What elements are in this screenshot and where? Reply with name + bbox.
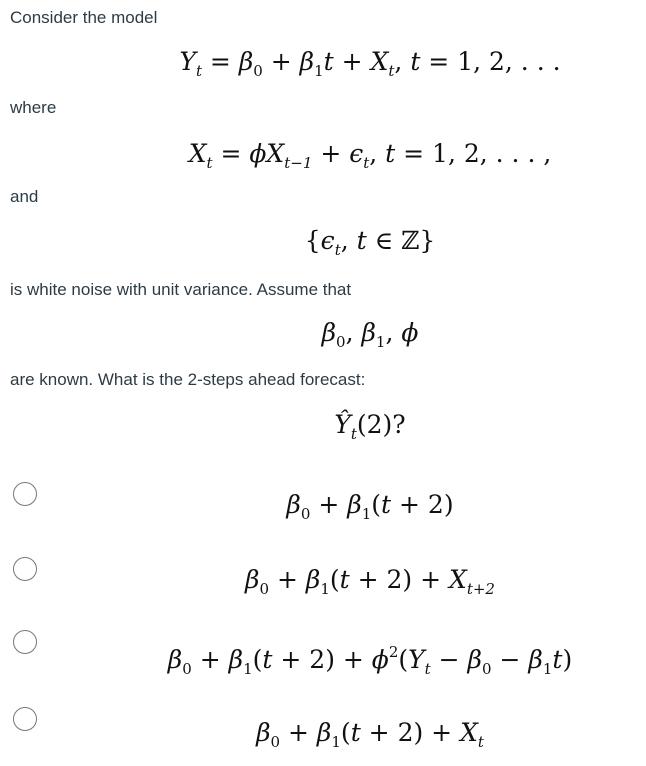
math-token: , — [345, 318, 362, 347]
math-token: Ŷ — [334, 410, 351, 439]
white-noise-text: is white noise with unit variance. Assume that — [10, 280, 352, 299]
math-token: t — [385, 139, 396, 168]
math-token: ϕ — [401, 318, 419, 347]
math-token: 2 — [388, 643, 399, 661]
math-token: β — [305, 565, 321, 594]
math-token: X — [460, 718, 478, 747]
math-token: t−1 — [284, 154, 313, 172]
math-token: β — [299, 47, 315, 76]
math-token: + 2) + — [349, 565, 450, 594]
math-token: β — [361, 318, 376, 347]
math-token: + 2) — [391, 490, 454, 519]
math-token: β — [228, 645, 244, 674]
math-token: X — [188, 139, 207, 168]
ar-equation — [0, 139, 646, 172]
math-token: ( — [398, 645, 409, 674]
math-token: ϵ — [320, 226, 335, 255]
math-token: X — [370, 47, 389, 76]
math-token: 1 — [314, 62, 324, 80]
math-token: β — [238, 47, 254, 76]
option-1-label[interactable] — [0, 490, 646, 523]
math-token: Y — [408, 645, 425, 674]
model-equation — [0, 47, 646, 80]
math-token: + — [310, 490, 348, 519]
math-token: t — [339, 565, 350, 594]
math-token: β — [245, 565, 260, 594]
and-text: and — [10, 187, 39, 206]
math-token: + — [333, 47, 371, 76]
math-token: 0 — [482, 660, 492, 678]
math-token: 0 — [300, 505, 311, 523]
math-token: t — [323, 47, 334, 76]
math-token: + — [269, 565, 306, 594]
math-token: 1 — [375, 333, 386, 351]
option-2-label[interactable] — [0, 565, 646, 598]
math-token: 0 — [336, 333, 346, 351]
math-token: t — [388, 62, 395, 80]
math-token: t — [410, 47, 421, 76]
where-text: where — [10, 98, 57, 117]
math-token: ( — [371, 490, 382, 519]
math-token: t — [195, 62, 202, 80]
intro-text: Consider the model — [10, 8, 158, 27]
math-token: ( — [252, 645, 263, 674]
math-token: = — [201, 47, 239, 76]
math-token: 1 — [542, 660, 553, 678]
math-token: 0 — [253, 62, 263, 80]
math-token: t — [552, 645, 563, 674]
math-token: β — [467, 645, 482, 674]
math-token: − — [430, 645, 468, 674]
math-token: 1 — [361, 505, 372, 523]
math-token: ∈ ℤ} — [366, 226, 436, 255]
math-token: ) — [562, 645, 573, 674]
math-token: + 2) + — [360, 718, 461, 747]
math-token: β — [167, 645, 183, 674]
math-token: , — [340, 226, 357, 255]
math-token: t — [356, 226, 367, 255]
known-text: are known. What is the 2-steps ahead forecast: — [10, 370, 366, 389]
math-token: β — [286, 490, 301, 519]
option-3-label[interactable] — [0, 643, 646, 678]
math-token: 0 — [259, 580, 270, 598]
math-token: = — [212, 139, 250, 168]
math-token: t — [334, 241, 341, 259]
math-token: t — [477, 733, 484, 751]
math-token: + — [262, 47, 300, 76]
math-token: t+2 — [466, 580, 495, 598]
math-token: , — [369, 139, 386, 168]
math-token: = 1, 2, . . . — [420, 47, 561, 76]
params-equation — [0, 318, 646, 351]
math-token: + 2) + — [272, 645, 372, 674]
math-token: Y — [179, 47, 196, 76]
math-token: ( — [340, 718, 351, 747]
math-token: ( — [329, 565, 340, 594]
math-token: ϕX — [249, 139, 285, 168]
math-token: β — [321, 318, 337, 347]
noise-equation — [0, 226, 646, 259]
math-token: { — [304, 226, 321, 255]
math-token: t — [350, 718, 361, 747]
forecast-equation — [0, 410, 646, 443]
math-token: + — [280, 718, 317, 747]
math-token: 0 — [182, 660, 192, 678]
math-token: ϕ — [371, 645, 389, 674]
math-token: , — [394, 47, 411, 76]
math-token: t — [424, 660, 431, 678]
math-token: t — [350, 425, 357, 443]
math-token: − — [491, 645, 529, 674]
math-token: = 1, 2, . . . , — [395, 139, 552, 168]
math-token: 1 — [243, 660, 253, 678]
math-token: + — [312, 139, 350, 168]
math-token: t — [363, 154, 370, 172]
math-token: t — [206, 154, 213, 172]
math-token: , — [385, 318, 402, 347]
math-token: + — [191, 645, 229, 674]
math-token: β — [316, 718, 332, 747]
math-token: (2)? — [356, 410, 406, 439]
math-token: 1 — [331, 733, 341, 751]
math-token: ϵ — [349, 139, 364, 168]
math-token: 1 — [320, 580, 330, 598]
math-token: t — [381, 490, 392, 519]
math-token: β — [347, 490, 362, 519]
math-token: β — [528, 645, 543, 674]
math-token: t — [262, 645, 273, 674]
math-token: X — [449, 565, 467, 594]
option-4-label[interactable] — [0, 718, 646, 751]
math-token: 0 — [270, 733, 281, 751]
math-token: β — [256, 718, 271, 747]
